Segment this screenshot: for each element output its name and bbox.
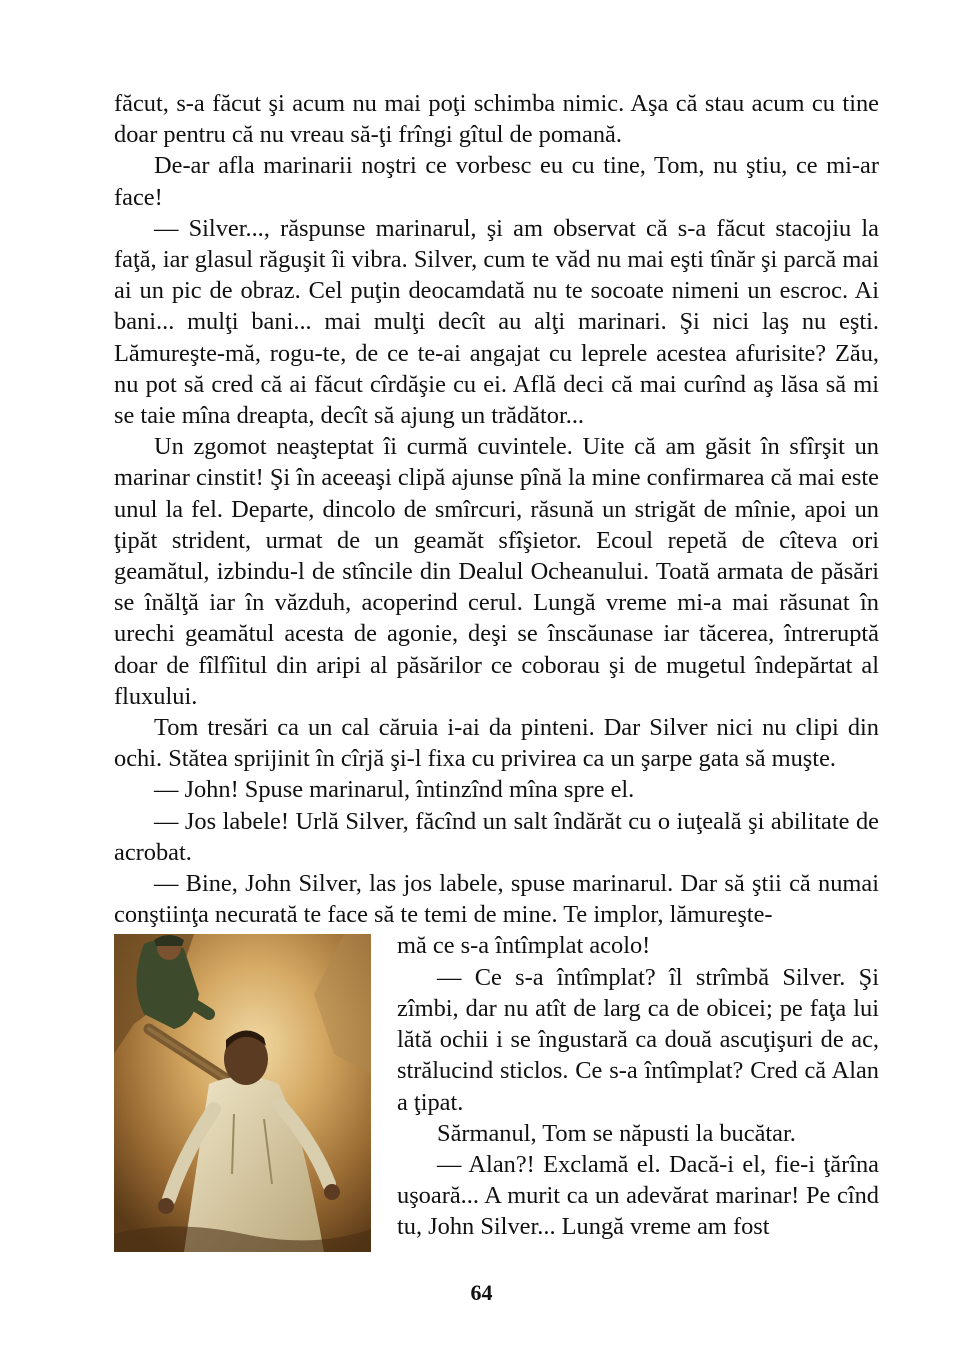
- paragraph: De-ar afla marinarii noştri ce vorbesc eu cu tine, Tom, nu ştiu, ce mi-ar face!: [114, 152, 879, 211]
- paragraph: Un zgomot neaşteptat îi curmă cuvintele. Uite că am găsit în sfîrşit un marinar cinstit! Şi în aceeaşi clipă ajunse pînă la mine confirmarea că mai este unul la fel. Departe, dincolo de smîrcuri, răsună un strigăt de mînie, apoi un ţipăt strident, urmat de un geamăt sfîşietor. Ecoul repetă de cîteva ori geamătul, izbindu-l de stîncile din Dealul Ocheanului. Toată armata de păsări se înălţă iar în văzduh, acoperind cerul. Lungă vreme mi-a mai răsunat în urechi geamătul acesta de agonie, deşi se înscăunase iar tăcerea, întreruptă doar de fîlfîitul din aripi al păsărilor ce coborau şi de mugetul îndepărtat al fluxului.: [114, 433, 879, 710]
- paragraph: — John! Spuse marinarul, întinzînd mîna spre el.: [154, 776, 635, 804]
- paragraph: — Jos labele! Urlă Silver, făcînd un salt îndărăt cu o iuţeală şi abilitate de acrobat.: [114, 807, 879, 866]
- paragraph: — Silver..., răspunse marinarul, şi am observat că s-a făcut stacojiu la faţă, iar glasul răguşit îi vibra. Silver, cum te văd nu mai eşti tînăr şi parcă mai ai un pic de obraz. Cel puţin deocamdată nu te socoate nimeni un escroc. Ai bani... mulţi bani... mai mulţi decît au alţi marinari. Şi nici laş nu eşti. Lămureşte-mă, rogu-te, de ce te-ai angajat cu leprele acestea afurisite? Zău, nu pot să cred că ai făcut cîrdăşie cu ei. Află deci că mai curînd aş lăsa să mi se taie mîna dreapta, decît să ajung un trădător...: [114, 214, 879, 430]
- paragraph: mă ce s-a întîmplat acolo!: [397, 932, 651, 960]
- page-text: [114, 88, 879, 1258]
- illustration-svg: [114, 934, 371, 1252]
- illustration-image: [114, 934, 371, 1252]
- paragraph: Sărmanul, Tom se năpusti la bucătar.: [437, 1119, 796, 1147]
- sailor-hand-right: [324, 1184, 340, 1200]
- paragraph: — Ce s-a întîmplat? îl strîmbă Silver. Şi zîmbi, dar nu atît de larg ca de obicei; pe faţa lui lătă ochii i se îngustară ca două ascuţişuri de ac, strălucind sticlos. Ce s-a întîmplat? Cred că Alan a ţipat.: [397, 963, 879, 1116]
- page-number: 64: [470, 1280, 493, 1305]
- paragraph: Tom tresări ca un cal căruia i-ai da pinteni. Dar Silver nici nu clipi din ochi. Stătea sprijinit în cîrjă şi-l fixa cu privirea ca un şarpe gata să muşte.: [114, 714, 879, 773]
- paragraph: — Bine, John Silver, las jos labele, spuse marinarul. Dar să ştii că numai conştiinţa necurată te face să te temi de mine. Te implor, lămureşte-: [114, 870, 879, 929]
- text-block-top: [114, 88, 879, 930]
- paragraph: — Alan?! Exclamă el. Dacă-i el, fie-i ţărîna uşoară... A murit ca un adevărat marinar! Pe cînd tu, John Silver... Lungă vreme am fost: [397, 1150, 879, 1241]
- sailor-hand-left: [158, 1198, 174, 1214]
- paragraph: făcut, s-a făcut şi acum nu mai poţi schimba nimic. Aşa că stau acum cu tine doar pentru că nu vreau să-ţi frîngi gîtul de pomană.: [114, 90, 879, 149]
